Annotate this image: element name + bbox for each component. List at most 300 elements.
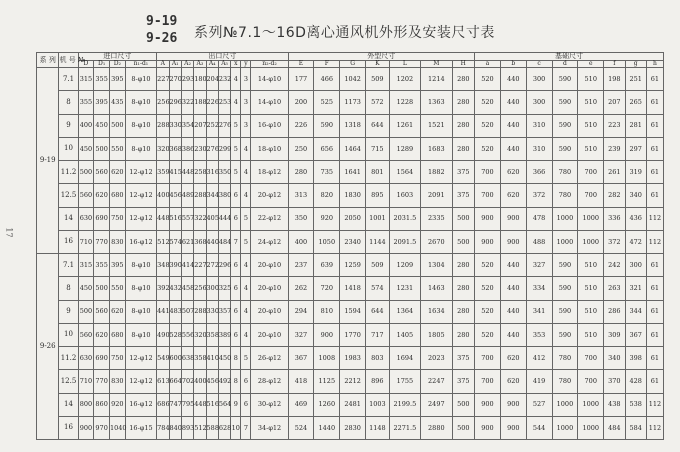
table-cell: 900 xyxy=(475,416,501,439)
table-cell: 18-φ10 xyxy=(251,137,288,160)
table-cell: 2023 xyxy=(421,347,452,370)
table-cell: 590 xyxy=(552,277,578,300)
table-cell: 256 xyxy=(194,277,206,300)
table-cell: 800 xyxy=(78,393,94,416)
table-cell: 20-φ12 xyxy=(251,184,288,207)
table-cell: 700 xyxy=(475,370,501,393)
table-cell: 390 xyxy=(169,254,181,277)
table-cell: 1000 xyxy=(552,207,578,230)
table-cell: 448 xyxy=(157,207,169,230)
table-cell: 700 xyxy=(578,370,604,393)
table-cell: 1000 xyxy=(578,416,604,439)
table-cell: 500 xyxy=(110,114,126,137)
column-header: H xyxy=(452,61,474,68)
table-cell: 686 xyxy=(157,393,169,416)
table-cell: 1040 xyxy=(110,416,126,439)
table-cell: 1405 xyxy=(389,323,420,346)
table-cell: 1260 xyxy=(314,393,340,416)
table-cell: 1042 xyxy=(340,68,366,91)
table-row xyxy=(37,68,664,91)
table-cell: 61 xyxy=(646,254,663,277)
table-cell: 564 xyxy=(218,393,230,416)
table-cell: 1805 xyxy=(421,323,452,346)
table-cell: 2050 xyxy=(340,207,366,230)
table-cell: 5 xyxy=(241,230,251,253)
table-cell: 8 xyxy=(231,370,241,393)
table-cell: 656 xyxy=(314,137,340,160)
table-cell: 8-φ10 xyxy=(125,91,156,114)
table-body xyxy=(37,68,664,440)
table-cell: 232 xyxy=(218,68,230,91)
table-cell: 1231 xyxy=(389,277,420,300)
table-cell: 1603 xyxy=(389,184,420,207)
table-cell: 252 xyxy=(206,114,218,137)
table-cell: 296 xyxy=(218,254,230,277)
column-header: d xyxy=(552,61,578,68)
model-cell: 11.2 xyxy=(59,161,78,184)
table-cell: 368 xyxy=(194,230,206,253)
table-cell: 414 xyxy=(181,254,193,277)
series-cell: 9-19 xyxy=(37,68,59,254)
table-cell: 770 xyxy=(94,230,110,253)
table-cell: 367 xyxy=(625,323,646,346)
table-cell: 395 xyxy=(94,91,110,114)
table-cell: 242 xyxy=(604,254,625,277)
table-cell: 613 xyxy=(157,370,169,393)
table-cell: 720 xyxy=(314,277,340,300)
header-outlet-dimensions: 出口尺寸 xyxy=(157,53,288,61)
table-cell: 1003 xyxy=(366,393,390,416)
table-cell: 630 xyxy=(78,207,94,230)
table-cell: 6 xyxy=(231,277,241,300)
table-row xyxy=(37,161,664,184)
table-cell: 510 xyxy=(578,300,604,323)
table-cell: 188 xyxy=(194,91,206,114)
table-cell: 355 xyxy=(94,254,110,277)
column-header: c xyxy=(526,61,552,68)
table-cell: 590 xyxy=(552,254,578,277)
table-cell: 61 xyxy=(646,300,663,323)
table-cell: 325 xyxy=(218,277,230,300)
table-cell: 572 xyxy=(366,91,390,114)
table-cell: 466 xyxy=(314,68,340,91)
table-cell: 327 xyxy=(288,323,314,346)
table-cell: 1125 xyxy=(314,370,340,393)
model-cell: 9 xyxy=(59,300,78,323)
table-cell: 1683 xyxy=(421,137,452,160)
table-cell: 584 xyxy=(625,416,646,439)
table-cell: 412 xyxy=(526,347,552,370)
table-cell: 590 xyxy=(552,114,578,137)
table-cell: 6 xyxy=(241,370,251,393)
table-cell: 4 xyxy=(241,323,251,346)
table-cell: 747 xyxy=(169,393,181,416)
table-cell: 520 xyxy=(475,114,501,137)
table-cell: 500 xyxy=(452,207,474,230)
table-cell: 286 xyxy=(604,300,625,323)
column-header: K xyxy=(366,61,390,68)
table-cell: 8 xyxy=(231,347,241,370)
table-cell: 200 xyxy=(288,91,314,114)
table-cell: 574 xyxy=(366,277,390,300)
table-cell: 12-φ12 xyxy=(125,370,156,393)
table-cell: 509 xyxy=(366,68,390,91)
table-cell: 428 xyxy=(625,370,646,393)
table-cell: 395 xyxy=(110,254,126,277)
table-cell: 5 xyxy=(231,114,241,137)
table-cell: 2670 xyxy=(421,230,452,253)
table-cell: 14-φ10 xyxy=(251,91,288,114)
column-header: A₃ xyxy=(194,61,206,68)
table-cell: 61 xyxy=(646,114,663,137)
table-cell: 250 xyxy=(288,137,314,160)
table-cell: 560 xyxy=(94,161,110,184)
column-header: a xyxy=(475,61,501,68)
table-cell: 1363 xyxy=(421,91,452,114)
table-cell: 500 xyxy=(452,416,474,439)
table-cell: 895 xyxy=(366,184,390,207)
table-cell: 112 xyxy=(646,230,663,253)
table-cell: 710 xyxy=(78,230,94,253)
table-cell: 620 xyxy=(500,184,526,207)
table-row xyxy=(37,207,664,230)
table-cell: 16-φ12 xyxy=(125,393,156,416)
table-cell: 280 xyxy=(452,277,474,300)
table-cell: 440 xyxy=(500,114,526,137)
table-cell: 560 xyxy=(78,184,94,207)
table-cell: 483 xyxy=(169,300,181,323)
table-cell: 489 xyxy=(181,184,193,207)
table-cell: 896 xyxy=(366,370,390,393)
table-cell: 253 xyxy=(218,91,230,114)
table-cell: 8-φ10 xyxy=(125,68,156,91)
table-cell: 1000 xyxy=(578,393,604,416)
column-header: y xyxy=(241,61,251,68)
table-cell: 367 xyxy=(288,347,314,370)
table-cell: 690 xyxy=(94,347,110,370)
table-cell: 400 xyxy=(78,114,94,137)
table-cell: 440 xyxy=(500,277,526,300)
table-cell: 357 xyxy=(218,300,230,323)
table-cell: 544 xyxy=(526,416,552,439)
table-cell: 1983 xyxy=(340,347,366,370)
table-cell: 350 xyxy=(288,207,314,230)
table-cell: 900 xyxy=(500,230,526,253)
table-cell: 400 xyxy=(288,230,314,253)
table-cell: 620 xyxy=(94,323,110,346)
table-cell: 61 xyxy=(646,184,663,207)
table-cell: 4 xyxy=(241,161,251,184)
table-cell: 639 xyxy=(314,254,340,277)
table-cell: 20-φ10 xyxy=(251,323,288,346)
table-cell: 10 xyxy=(231,416,241,439)
table-row xyxy=(37,347,664,370)
table-cell: 700 xyxy=(578,161,604,184)
table-cell: 590 xyxy=(314,114,340,137)
column-header: D₂ xyxy=(110,61,126,68)
model-cell: 16 xyxy=(59,230,78,253)
table-cell: 112 xyxy=(646,207,663,230)
table-cell: 4 xyxy=(241,300,251,323)
table-cell: 20-φ10 xyxy=(251,300,288,323)
table-cell: 256 xyxy=(157,91,169,114)
table-cell: 320 xyxy=(194,323,206,346)
table-cell: 354 xyxy=(181,114,193,137)
table-cell: 516 xyxy=(169,207,181,230)
table-cell: 525 xyxy=(314,91,340,114)
model-cell: 9 xyxy=(59,114,78,137)
table-cell: 715 xyxy=(366,137,390,160)
table-cell: 336 xyxy=(604,207,625,230)
table-cell: 3 xyxy=(241,114,251,137)
table-cell: 512 xyxy=(157,230,169,253)
table-cell: 620 xyxy=(94,184,110,207)
table-cell: 700 xyxy=(475,347,501,370)
table-cell: 2880 xyxy=(421,416,452,439)
table-cell: 700 xyxy=(475,161,501,184)
table-cell: 550 xyxy=(110,137,126,160)
table-cell: 780 xyxy=(552,184,578,207)
model-cell: 12.5 xyxy=(59,184,78,207)
table-cell: 281 xyxy=(625,114,646,137)
table-cell: 207 xyxy=(604,91,625,114)
table-cell: 1000 xyxy=(552,230,578,253)
table-cell: 419 xyxy=(526,370,552,393)
table-cell: 574 xyxy=(169,230,181,253)
table-cell: 288 xyxy=(194,300,206,323)
table-cell: 296 xyxy=(169,91,181,114)
table-cell: 272 xyxy=(206,254,218,277)
table-cell: 440 xyxy=(500,300,526,323)
table-cell: 315 xyxy=(78,68,94,91)
column-header: x xyxy=(231,61,241,68)
page-title xyxy=(146,14,626,48)
table-cell: 1318 xyxy=(340,114,366,137)
table-cell: 2247 xyxy=(421,370,452,393)
table-cell: 5 xyxy=(241,207,251,230)
column-header: n₁-d₁ xyxy=(125,61,156,68)
table-cell: 801 xyxy=(366,161,390,184)
table-cell: 520 xyxy=(475,68,501,91)
table-cell: 372 xyxy=(526,184,552,207)
table-cell: 1882 xyxy=(421,161,452,184)
column-header: M xyxy=(421,61,452,68)
table-row xyxy=(37,370,664,393)
table-cell: 280 xyxy=(288,161,314,184)
table-cell: 1202 xyxy=(389,68,420,91)
table-cell: 16-φ15 xyxy=(125,416,156,439)
table-cell: 472 xyxy=(625,230,646,253)
table-cell: 344 xyxy=(625,300,646,323)
table-cell: 315 xyxy=(78,254,94,277)
table-cell: 198 xyxy=(604,68,625,91)
table-cell: 1209 xyxy=(389,254,420,277)
table-cell: 1000 xyxy=(578,207,604,230)
table-cell: 370 xyxy=(604,370,625,393)
table-cell: 770 xyxy=(94,370,110,393)
table-cell: 830 xyxy=(110,370,126,393)
column-header: h xyxy=(646,61,663,68)
table-cell: 1521 xyxy=(421,114,452,137)
table-cell: 900 xyxy=(500,393,526,416)
table-cell: 1463 xyxy=(421,277,452,300)
table-cell: 484 xyxy=(604,416,625,439)
table-row xyxy=(37,184,664,207)
table-cell: 322 xyxy=(194,207,206,230)
column-header: F xyxy=(314,61,340,68)
table-cell: 310 xyxy=(526,114,552,137)
table-cell: 2199.5 xyxy=(389,393,420,416)
table-cell: 16-φ10 xyxy=(251,114,288,137)
table-cell: 750 xyxy=(110,207,126,230)
table-cell: 456 xyxy=(169,184,181,207)
table-cell: 2335 xyxy=(421,207,452,230)
table-cell: 4 xyxy=(241,137,251,160)
header-series: 系 列 xyxy=(37,53,59,68)
table-cell: 628 xyxy=(218,416,230,439)
model-cell: 8 xyxy=(59,91,78,114)
table-cell: 5 xyxy=(241,347,251,370)
table-cell: 340 xyxy=(625,184,646,207)
table-cell: 900 xyxy=(475,207,501,230)
table-cell: 1050 xyxy=(314,230,340,253)
table-cell: 1440 xyxy=(314,416,340,439)
table-cell: 400 xyxy=(194,370,206,393)
table-cell: 8-φ10 xyxy=(125,114,156,137)
table-cell: 258 xyxy=(194,161,206,184)
table-cell: 432 xyxy=(169,277,181,300)
table-cell: 26-φ12 xyxy=(251,347,288,370)
table-cell: 340 xyxy=(604,347,625,370)
table-cell: 520 xyxy=(475,137,501,160)
table-cell: 320 xyxy=(157,137,169,160)
table-cell: 375 xyxy=(452,184,474,207)
table-row xyxy=(37,91,664,114)
table-cell: 400 xyxy=(157,184,169,207)
table-cell: 386 xyxy=(181,137,193,160)
table-cell: 469 xyxy=(288,393,314,416)
table-cell: 510 xyxy=(578,254,604,277)
table-cell: 294 xyxy=(288,300,314,323)
table-cell: 251 xyxy=(625,68,646,91)
table-cell: 334 xyxy=(526,277,552,300)
table-cell: 4 xyxy=(241,184,251,207)
table-cell: 436 xyxy=(625,207,646,230)
table-cell: 61 xyxy=(646,161,663,184)
table-cell: 440 xyxy=(500,91,526,114)
table-cell: 1830 xyxy=(340,184,366,207)
table-cell: 860 xyxy=(94,393,110,416)
table-cell: 590 xyxy=(552,91,578,114)
table-row xyxy=(37,300,664,323)
table-cell: 810 xyxy=(314,300,340,323)
series-cell: 9-26 xyxy=(37,254,59,440)
table-cell: 12-φ12 xyxy=(125,347,156,370)
table-cell: 263 xyxy=(604,277,625,300)
table-row xyxy=(37,137,664,160)
table-cell: 1564 xyxy=(389,161,420,184)
table-cell: 456 xyxy=(206,370,218,393)
table-cell: 355 xyxy=(94,68,110,91)
column-header: A₄ xyxy=(206,61,218,68)
model-cell: 12.5 xyxy=(59,370,78,393)
model-cell: 10 xyxy=(59,137,78,160)
table-cell: 7 xyxy=(231,230,241,253)
table-cell: 920 xyxy=(314,207,340,230)
dimension-table xyxy=(36,52,664,440)
table-cell: 280 xyxy=(452,68,474,91)
table-cell: 900 xyxy=(314,323,340,346)
model-cell: 11.2 xyxy=(59,347,78,370)
table-cell: 490 xyxy=(157,323,169,346)
table-cell: 900 xyxy=(475,230,501,253)
table-cell: 524 xyxy=(288,416,314,439)
table-cell: 61 xyxy=(646,137,663,160)
table-cell: 1000 xyxy=(552,393,578,416)
table-cell: 830 xyxy=(110,230,126,253)
table-cell: 375 xyxy=(452,161,474,184)
table-cell: 520 xyxy=(475,300,501,323)
table-cell: 795 xyxy=(181,393,193,416)
table-cell: 556 xyxy=(181,323,193,346)
table-cell: 227 xyxy=(194,254,206,277)
table-cell: 1214 xyxy=(421,68,452,91)
table-cell: 590 xyxy=(552,300,578,323)
table-cell: 893 xyxy=(181,416,193,439)
table-cell: 8-φ10 xyxy=(125,323,156,346)
table-cell: 348 xyxy=(157,254,169,277)
table-cell: 458 xyxy=(181,277,193,300)
table-cell: 12-φ12 xyxy=(125,207,156,230)
table-cell: 590 xyxy=(552,323,578,346)
table-cell: 319 xyxy=(625,161,646,184)
table-cell: 520 xyxy=(475,323,501,346)
table-cell: 1755 xyxy=(389,370,420,393)
table-cell: 398 xyxy=(625,347,646,370)
table-cell: 261 xyxy=(604,161,625,184)
table-cell: 6 xyxy=(241,393,251,416)
table-cell: 1594 xyxy=(340,300,366,323)
model-cell: 16 xyxy=(59,416,78,439)
table-cell: 492 xyxy=(218,370,230,393)
table-cell: 1008 xyxy=(314,347,340,370)
model-cell: 7.1 xyxy=(59,254,78,277)
table-cell: 6 xyxy=(231,207,241,230)
table-cell: 700 xyxy=(578,347,604,370)
table-cell: 3 xyxy=(241,68,251,91)
table-cell: 702 xyxy=(181,370,193,393)
table-cell: 557 xyxy=(181,207,193,230)
table-cell: 392 xyxy=(157,277,169,300)
header-overall-dimensions: 外型尺寸 xyxy=(288,53,474,61)
header-model: 机 号 № xyxy=(59,53,78,68)
table-cell: 512 xyxy=(194,416,206,439)
column-header: n₂-d₂ xyxy=(251,61,288,68)
table-cell: 372 xyxy=(604,230,625,253)
table-cell: 600 xyxy=(169,347,181,370)
table-cell: 920 xyxy=(110,393,126,416)
table-cell: 484 xyxy=(218,230,230,253)
table-cell: 280 xyxy=(452,323,474,346)
table-cell: 353 xyxy=(526,323,552,346)
header-inlet-dimensions: 进口尺寸 xyxy=(78,53,157,61)
table-cell: 520 xyxy=(475,254,501,277)
table-cell: 528 xyxy=(169,323,181,346)
title-text: 系列№7.1～16D离心通风机外形及安装尺寸表 xyxy=(194,25,495,41)
table-cell: 488 xyxy=(526,230,552,253)
table-cell: 735 xyxy=(314,161,340,184)
table-cell: 112 xyxy=(646,393,663,416)
